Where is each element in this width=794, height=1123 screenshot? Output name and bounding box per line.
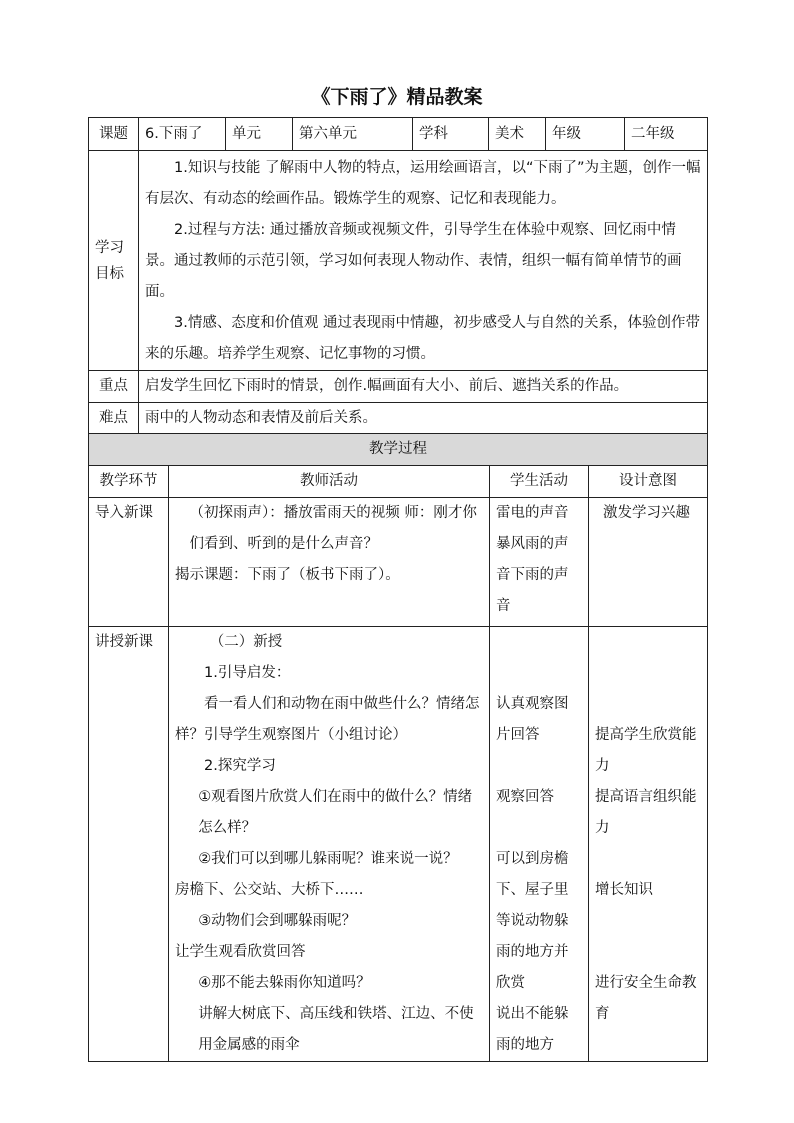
- stage-cell: 导入新课: [89, 498, 169, 627]
- objective-process: 2.过程与方法: 通过播放音频或视频文件，引导学生在体验中观察、回忆雨中情景。通过教师的示范引领，学习如何表现人物动作、表情，组织一幅有简单情节的画面。: [145, 222, 682, 300]
- teacher-line: ②我们可以到哪儿躲雨呢？谁来说一说？: [198, 851, 458, 867]
- teacher-line: （初探雨声）：播放雷雨天的视频 师：刚才你们看到、听到的是什么声音？: [189, 505, 477, 552]
- student-activity-cell: 雷电的声音暴风雨的声音下雨的声音: [490, 498, 589, 627]
- stage-cell: 讲授新课: [89, 627, 169, 1062]
- unit-value: 第六单元: [293, 118, 413, 151]
- document-title: 《下雨了》精品教案: [311, 86, 483, 108]
- student-line: 可以到房檐下、屋子里等说动物躲雨的地方并欣赏: [496, 851, 569, 991]
- intent-line: 提高语言组织能力: [595, 789, 697, 836]
- course-value: 6.下雨了: [139, 118, 226, 151]
- subject-value: 美术: [489, 118, 546, 151]
- teacher-line: 讲解大树底下、高压线和铁塔、江边、不使用金属感的雨伞: [198, 1006, 474, 1053]
- student-line: 观察回答: [496, 789, 554, 805]
- teacher-line: 房檐下、公交站、大桥下……: [175, 882, 364, 898]
- intent-line: 提高学生欣赏能力: [595, 727, 697, 774]
- objectives-content: [139, 151, 708, 371]
- teaching-process-table: [88, 433, 708, 1062]
- column-header-student: 学生活动: [490, 466, 589, 498]
- intent-line: 进行安全生命教育: [595, 975, 697, 1022]
- design-intent-cell: [589, 627, 708, 1062]
- table-row: [89, 498, 708, 627]
- teacher-line: 看一看人们和动物在雨中做些什么？情绪怎样？引导学生观察图片（小组讨论）: [175, 696, 480, 743]
- lesson-info-table: [88, 117, 708, 435]
- teacher-activity-cell: [169, 498, 490, 627]
- subject-label: 学科: [413, 118, 489, 151]
- teacher-line: 2.探究学习: [204, 758, 276, 774]
- objectives-label: 学习目标: [89, 151, 139, 371]
- teacher-line: 让学生观看欣赏回答: [175, 944, 306, 960]
- grade-label: 年级: [546, 118, 625, 151]
- teacher-line: ④那不能去躲雨你知道吗？: [198, 975, 371, 991]
- difficulty-value: 雨中的人物动态和表情及前后关系。: [139, 403, 708, 435]
- teacher-line: 揭示课题：下雨了（板书下雨了）。: [175, 567, 400, 583]
- grade-value: 二年级: [625, 118, 708, 151]
- key-point-label: 重点: [89, 371, 139, 403]
- teacher-line: ①观看图片欣赏人们在雨中的做什么？情绪怎么样？: [198, 789, 473, 836]
- process-header: 教学过程: [89, 434, 708, 466]
- student-line: 认真观察图片回答: [496, 696, 569, 743]
- teacher-line: （二）新授: [209, 634, 283, 650]
- objective-attitude: 3.情感、态度和价值观 通过表现雨中情趣，初步感受人与自然的关系，体验创作带来的乐趣。培养学生观察、记忆事物的习惯。: [145, 315, 700, 362]
- key-point-value: 启发学生回忆下雨时的情景，创作.幅画面有大小、前后、遮挡关系的作品。: [139, 371, 708, 403]
- objective-knowledge: 1.知识与技能 了解雨中人物的特点，运用绘画语言，以“下雨了”为主题，创作一幅有层次、有动态的绘画作品。锻炼学生的观察、记忆和表现能力。: [145, 160, 701, 207]
- difficulty-label: 难点: [89, 403, 139, 435]
- teacher-line: 1.引导启发：: [204, 665, 291, 681]
- student-line: 说出不能躲雨的地方: [496, 1006, 569, 1053]
- column-header-intent: 设计意图: [589, 466, 708, 498]
- column-header-teacher: 教师活动: [169, 466, 490, 498]
- unit-label: 单元: [226, 118, 293, 151]
- course-label: 课题: [89, 118, 139, 151]
- intent-line: 增长知识: [595, 882, 653, 898]
- table-row: [89, 627, 708, 1062]
- teacher-activity-cell: [169, 627, 490, 1062]
- teacher-line: ③动物们会到哪躲雨呢？: [198, 913, 357, 929]
- student-activity-cell: [490, 627, 589, 1062]
- design-intent-cell: 激发学习兴趣: [589, 498, 708, 627]
- column-header-stage: 教学环节: [89, 466, 169, 498]
